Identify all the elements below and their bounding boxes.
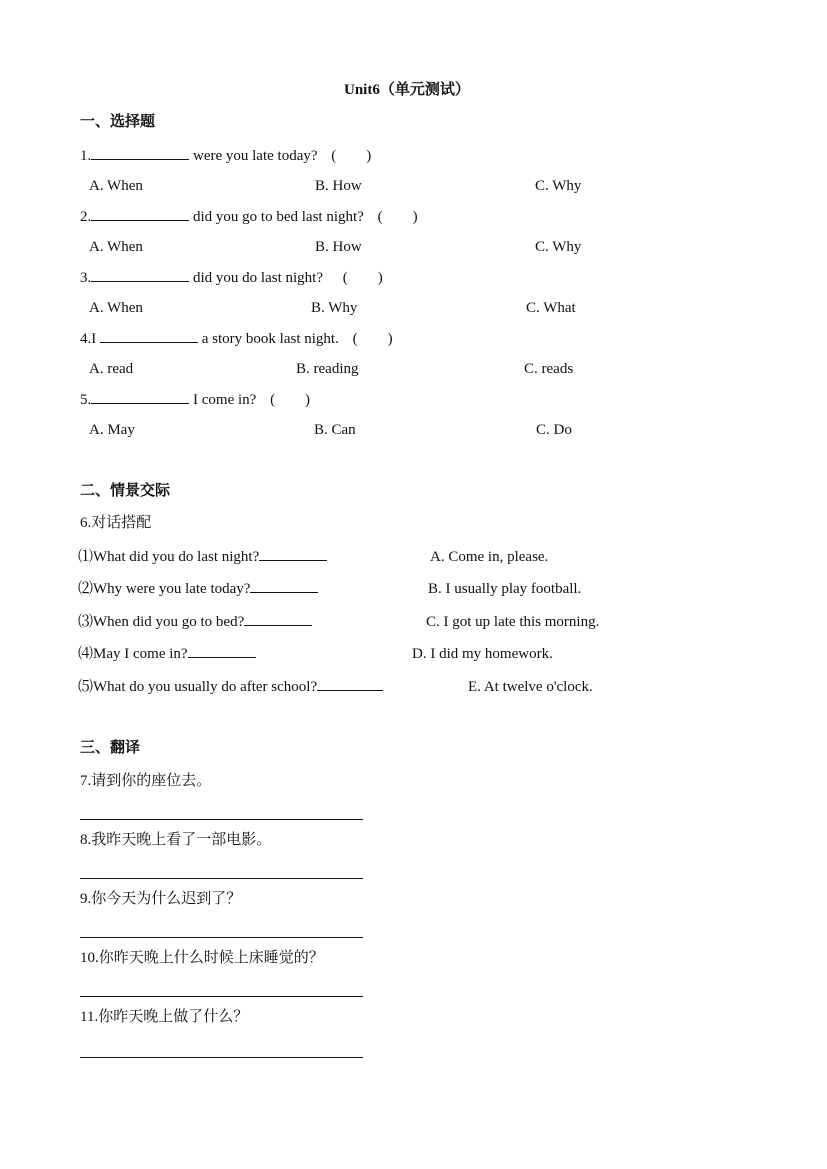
match-answer-b: B. I usually play football. bbox=[428, 581, 582, 597]
option-c[interactable]: C. What bbox=[526, 300, 576, 316]
match-answer-a: A. Come in, please. bbox=[430, 549, 549, 565]
question-5 bbox=[80, 389, 310, 410]
answer-parens[interactable]: ( ) bbox=[377, 209, 418, 225]
answer-parens[interactable]: ( ) bbox=[352, 331, 393, 347]
item-marker: ⑷ bbox=[78, 644, 94, 662]
question-4 bbox=[80, 328, 393, 349]
match-question-text: When did you go to bed? bbox=[93, 614, 245, 630]
answer-parens[interactable]: ( ) bbox=[331, 148, 372, 164]
answer-blank[interactable] bbox=[91, 145, 189, 160]
item-marker: ⑵ bbox=[78, 579, 94, 597]
section-2-heading: 二、情景交际 bbox=[80, 483, 171, 499]
option-b[interactable]: B. Why bbox=[311, 300, 358, 316]
answer-parens[interactable]: ( ) bbox=[342, 270, 383, 286]
question-text: did you go to bed last night? bbox=[193, 209, 364, 225]
answer-blank[interactable] bbox=[91, 206, 189, 221]
question-3 bbox=[80, 267, 383, 288]
answer-blank[interactable] bbox=[91, 389, 189, 404]
option-c[interactable]: C. Why bbox=[535, 178, 582, 194]
item-marker: ⑴ bbox=[78, 547, 94, 565]
option-a[interactable]: A. When bbox=[89, 178, 143, 194]
answer-blank[interactable] bbox=[188, 643, 256, 658]
option-b[interactable]: B. How bbox=[315, 178, 362, 194]
option-b[interactable]: B. Can bbox=[314, 422, 356, 438]
translation-answer-line[interactable] bbox=[80, 878, 363, 879]
option-a[interactable]: A. When bbox=[89, 300, 143, 316]
match-question-text: What did you do last night? bbox=[93, 549, 260, 565]
answer-blank[interactable] bbox=[100, 328, 198, 343]
question-number: 3. bbox=[80, 270, 92, 286]
option-a[interactable]: A. When bbox=[89, 239, 143, 255]
translation-prompt-8: 8.我昨天晚上看了一部电影。 bbox=[80, 832, 272, 848]
item-marker: ⑸ bbox=[78, 677, 94, 695]
match-question-text: Why were you late today? bbox=[93, 581, 251, 597]
option-b[interactable]: B. reading bbox=[296, 361, 359, 377]
match-question-4 bbox=[78, 643, 256, 664]
question-number: 1. bbox=[80, 148, 92, 164]
option-c[interactable]: C. Why bbox=[535, 239, 582, 255]
option-b[interactable]: B. How bbox=[315, 239, 362, 255]
matching-instruction: 6.对话搭配 bbox=[80, 515, 152, 531]
translation-answer-line[interactable] bbox=[80, 819, 363, 820]
translation-prompt-11: 11.你昨天晚上做了什么？ bbox=[80, 1009, 249, 1025]
question-number: 5. bbox=[80, 392, 92, 408]
match-question-3 bbox=[78, 611, 312, 632]
answer-blank[interactable] bbox=[91, 267, 189, 282]
match-answer-d: D. I did my homework. bbox=[412, 646, 553, 662]
question-2 bbox=[80, 206, 418, 227]
item-marker: ⑶ bbox=[78, 612, 94, 630]
page-title: Unit6（单元测试） bbox=[344, 82, 470, 98]
answer-blank[interactable] bbox=[250, 578, 318, 593]
question-number: 4.I bbox=[80, 331, 97, 347]
translation-prompt-10: 10.你昨天晚上什么时候上床睡觉的？ bbox=[80, 950, 324, 966]
option-c[interactable]: C. reads bbox=[524, 361, 574, 377]
question-text: did you do last night? bbox=[193, 270, 323, 286]
question-1 bbox=[80, 145, 371, 166]
section-3-heading: 三、翻译 bbox=[80, 740, 141, 756]
answer-blank[interactable] bbox=[259, 546, 327, 561]
translation-answer-line[interactable] bbox=[80, 996, 363, 997]
match-question-5 bbox=[78, 676, 383, 697]
section-1-heading: 一、选择题 bbox=[80, 114, 156, 130]
match-question-1 bbox=[78, 546, 327, 567]
question-text: I come in? bbox=[193, 392, 257, 408]
option-c[interactable]: C. Do bbox=[536, 422, 572, 438]
translation-answer-line[interactable] bbox=[80, 937, 363, 938]
answer-blank[interactable] bbox=[244, 611, 312, 626]
translation-prompt-9: 9.你今天为什么迟到了？ bbox=[80, 891, 242, 907]
question-text: were you late today? bbox=[193, 148, 318, 164]
translation-prompt-7: 7.请到你的座位去。 bbox=[80, 773, 212, 789]
match-answer-c: C. I got up late this morning. bbox=[426, 614, 600, 630]
match-answer-e: E. At twelve o'clock. bbox=[468, 679, 593, 695]
question-number: 2. bbox=[80, 209, 92, 225]
match-question-2 bbox=[78, 578, 318, 599]
translation-answer-line[interactable] bbox=[80, 1057, 363, 1058]
question-text: a story book last night. bbox=[201, 331, 339, 347]
option-a[interactable]: A. May bbox=[89, 422, 135, 438]
answer-parens[interactable]: ( ) bbox=[270, 392, 311, 408]
option-a[interactable]: A. read bbox=[89, 361, 134, 377]
match-question-text: May I come in? bbox=[93, 646, 188, 662]
answer-blank[interactable] bbox=[317, 676, 383, 691]
match-question-text: What do you usually do after school? bbox=[93, 679, 318, 695]
